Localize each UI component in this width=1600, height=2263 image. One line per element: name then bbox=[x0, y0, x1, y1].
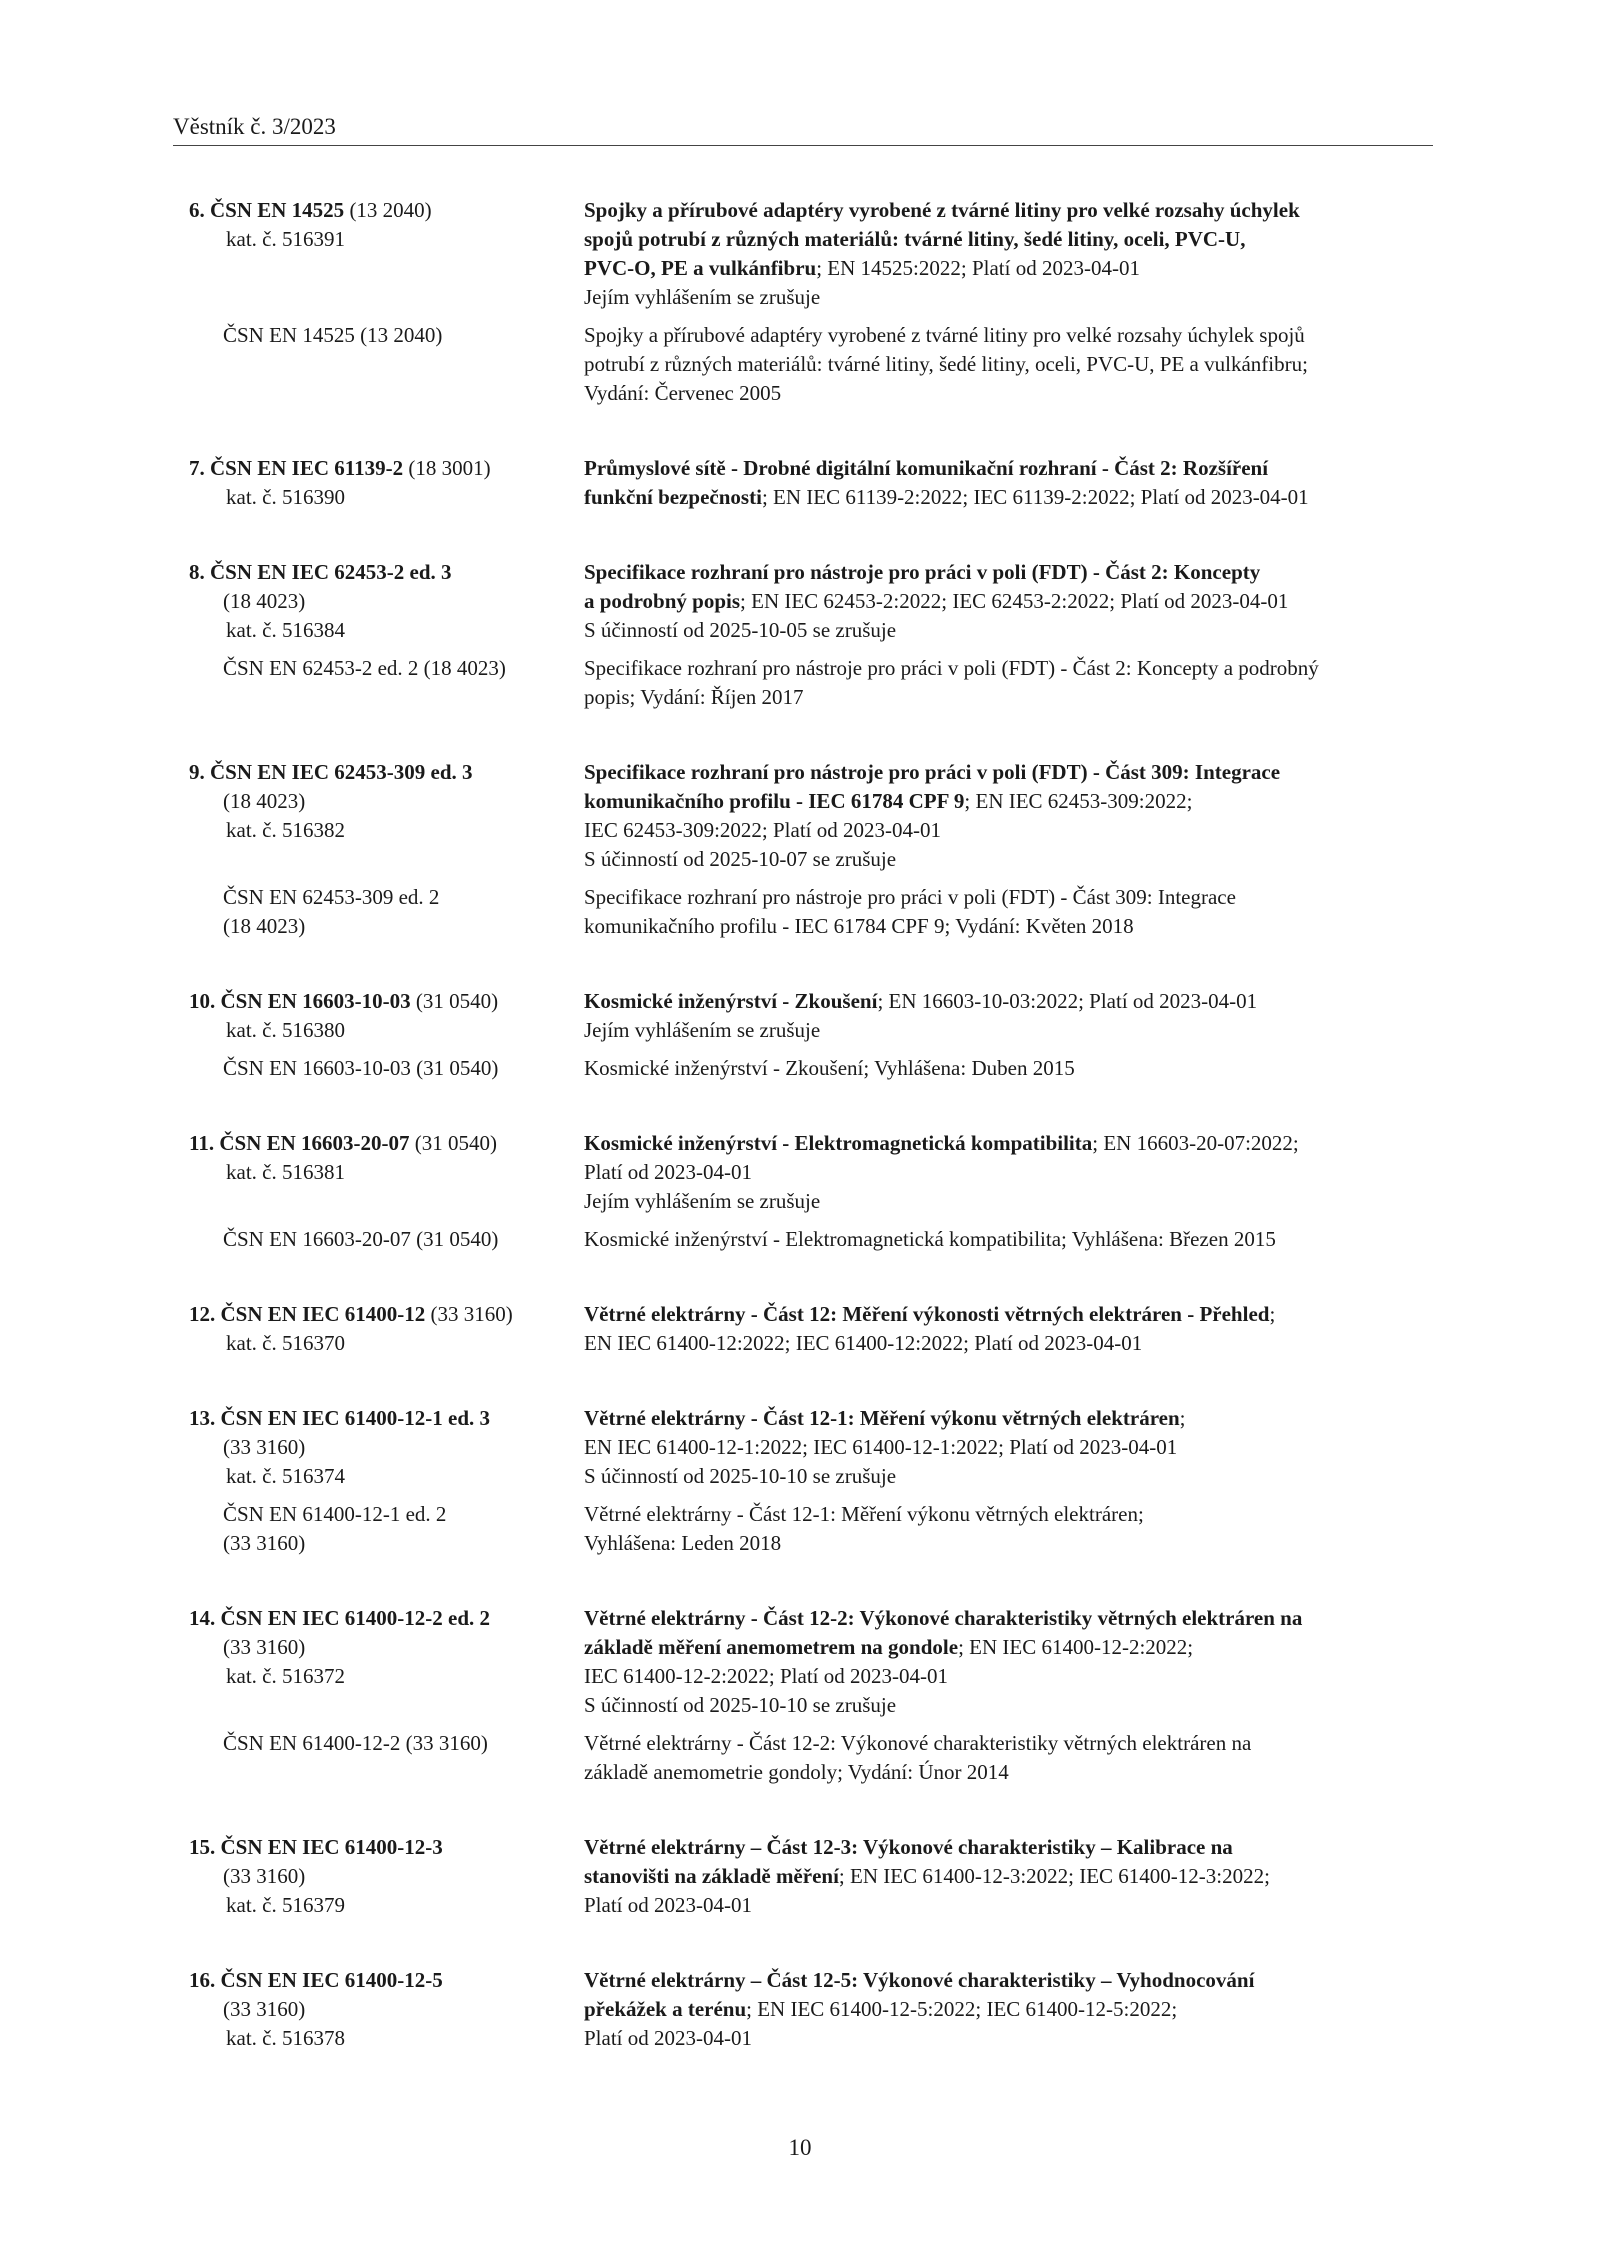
standard-entry-10 bbox=[189, 987, 1433, 1083]
cancellation-note: S účinností od 2025-10-05 se zrušuje bbox=[584, 618, 897, 642]
standard-code: 16. ČSN EN IEC 61400-12-5 (33 3160) kat. č. 516378 bbox=[189, 1968, 443, 2050]
standards-list bbox=[189, 196, 1433, 2099]
standard-entry-15 bbox=[189, 1833, 1433, 1920]
replaced-standard-description: Větrné elektrárny - Část 12-1: Měření výkonu větrných elektráren; Vyhlášena: Leden 2018 bbox=[584, 1502, 1144, 1555]
standard-entry-11 bbox=[189, 1129, 1433, 1254]
standard-code: 14. ČSN EN IEC 61400-12-2 ed. 2 (33 3160) kat. č. 516372 bbox=[189, 1606, 491, 1688]
standard-description: Průmyslové sítě - Drobné digitální komunikační rozhraní - Část 2: Rozšíření funkční bezpečnosti; EN IEC 61139-2:2022; IEC 61139-2:2022; Platí od 2023-04-01 bbox=[584, 456, 1309, 509]
replaced-standard-description: Specifikace rozhraní pro nástroje pro práci v poli (FDT) - Část 2: Koncepty a podrobný popis; Vydání: Říjen 2017 bbox=[584, 656, 1319, 709]
standard-entry-13 bbox=[189, 1404, 1433, 1558]
standard-code: 6. ČSN EN 14525 (13 2040) kat. č. 516391 bbox=[189, 198, 432, 251]
replaced-standard-code: ČSN EN 62453-2 ed. 2 (18 4023) bbox=[223, 656, 506, 680]
page-header: Věstník č. 3/2023 bbox=[173, 112, 1433, 146]
replaced-standard-code: ČSN EN 61400-12-2 (33 3160) bbox=[223, 1731, 488, 1755]
cancellation-note: S účinností od 2025-10-07 se zrušuje bbox=[584, 847, 897, 871]
standard-entry-14 bbox=[189, 1604, 1433, 1787]
standard-code: 15. ČSN EN IEC 61400-12-3 (33 3160) kat. č. 516379 bbox=[189, 1835, 443, 1917]
standard-entry-6 bbox=[189, 196, 1433, 408]
standard-code: 12. ČSN EN IEC 61400-12 (33 3160) kat. č. 516370 bbox=[189, 1302, 513, 1355]
standard-code: 13. ČSN EN IEC 61400-12-1 ed. 3 (33 3160) kat. č. 516374 bbox=[189, 1406, 491, 1488]
replaced-standard-description: Větrné elektrárny - Část 12-2: Výkonové charakteristiky větrných elektráren na základě anemometrie gondoly; Vydání: Únor 2014 bbox=[584, 1731, 1252, 1784]
standard-description: Větrné elektrárny - Část 12-2: Výkonové charakteristiky větrných elektráren na základě měření anemometrem na gondole; EN IEC 61400-12-2:2022; IEC 61400-12-2:2022; Platí od 2023-04-01 S účinností od 2025-10-10 se zrušuje bbox=[584, 1604, 1433, 1720]
replaced-standard-code: ČSN EN 14525 (13 2040) bbox=[223, 323, 443, 347]
cancellation-note: S účinností od 2025-10-10 se zrušuje bbox=[584, 1693, 897, 1717]
standard-entry-8 bbox=[189, 558, 1433, 712]
standard-description: Spojky a přírubové adaptéry vyrobené z tvárné litiny pro velké rozsahy úchylek spojů potrubí z různých materiálů: tvárné litiny, šedé litiny, oceli, PVC-U, PVC-O, PE a vulkánfibru; EN 14525:2022; Platí od 2023-04-01 Jejím vyhlášením se zrušuje bbox=[584, 196, 1433, 312]
cancellation-note: S účinností od 2025-10-10 se zrušuje bbox=[584, 1464, 897, 1488]
cancellation-note: Jejím vyhlášením se zrušuje bbox=[584, 285, 821, 309]
replaced-standard-code: ČSN EN 61400-12-1 ed. 2 (33 3160) bbox=[223, 1502, 447, 1555]
cancellation-note: Jejím vyhlášením se zrušuje bbox=[584, 1018, 821, 1042]
standard-description: Větrné elektrárny – Část 12-3: Výkonové charakteristiky – Kalibrace na stanovišti na základě měření; EN IEC 61400-12-3:2022; IEC 61400-12-3:2022; Platí od 2023-04-01 bbox=[584, 1835, 1270, 1917]
replaced-standard-code: ČSN EN 62453-309 ed. 2 (18 4023) bbox=[223, 885, 440, 938]
standard-code: 9. ČSN EN IEC 62453-309 ed. 3 (18 4023) kat. č. 516382 bbox=[189, 760, 473, 842]
standard-entry-12 bbox=[189, 1300, 1433, 1358]
standard-description: Kosmické inženýrství - Elektromagnetická kompatibilita; EN 16603-20-07:2022; Platí od 2023-04-01 Jejím vyhlášením se zrušuje bbox=[584, 1129, 1433, 1216]
standard-entry-9 bbox=[189, 758, 1433, 941]
cancellation-note: Jejím vyhlášením se zrušuje bbox=[584, 1189, 821, 1213]
standard-description: Specifikace rozhraní pro nástroje pro práci v poli (FDT) - Část 309: Integrace komunikačního profilu - IEC 61784 CPF 9; EN IEC 62453-309:2022; IEC 62453-309:2022; Platí od 2023-04-01 S účinností od 2025-10-07 se zrušuje bbox=[584, 758, 1433, 874]
replaced-standard-code: ČSN EN 16603-10-03 (31 0540) bbox=[223, 1056, 499, 1080]
standard-description: Větrné elektrárny - Část 12-1: Měření výkonu větrných elektráren; EN IEC 61400-12-1:2022; IEC 61400-12-1:2022; Platí od 2023-04-01 S účinností od 2025-10-10 se zrušuje bbox=[584, 1404, 1433, 1491]
standard-code: 8. ČSN EN IEC 62453-2 ed. 3 (18 4023) kat. č. 516384 bbox=[189, 560, 452, 642]
standard-description: Specifikace rozhraní pro nástroje pro práci v poli (FDT) - Část 2: Koncepty a podrobný popis; EN IEC 62453-2:2022; IEC 62453-2:2022; Platí od 2023-04-01 S účinností od 2025-10-05 se zrušuje bbox=[584, 558, 1433, 645]
standard-code: 10. ČSN EN 16603-10-03 (31 0540) kat. č. 516380 bbox=[189, 989, 499, 1042]
standard-description: Větrné elektrárny – Část 12-5: Výkonové charakteristiky – Vyhodnocování překážek a terénu; EN IEC 61400-12-5:2022; IEC 61400-12-5:2022; Platí od 2023-04-01 bbox=[584, 1968, 1255, 2050]
standard-code: 11. ČSN EN 16603-20-07 (31 0540) kat. č. 516381 bbox=[189, 1131, 498, 1184]
replaced-standard-description: Kosmické inženýrství - Elektromagnetická kompatibilita; Vyhlášena: Březen 2015 bbox=[584, 1227, 1276, 1251]
standard-code: 7. ČSN EN IEC 61139-2 (18 3001) kat. č. 516390 bbox=[189, 456, 491, 509]
standard-description: Kosmické inženýrství - Zkoušení; EN 16603-10-03:2022; Platí od 2023-04-01 Jejím vyhlášením se zrušuje bbox=[584, 987, 1433, 1045]
standard-entry-16 bbox=[189, 1966, 1433, 2053]
replaced-standard-description: Spojky a přírubové adaptéry vyrobené z tvárné litiny pro velké rozsahy úchylek spojů potrubí z různých materiálů: tvárné litiny, šedé litiny, oceli, PVC-U, PE a vulkánfibru; Vydání: Červenec 2005 bbox=[584, 323, 1308, 405]
replaced-standard-description: Kosmické inženýrství - Zkoušení; Vyhlášena: Duben 2015 bbox=[584, 1056, 1075, 1080]
standard-description: Větrné elektrárny - Část 12: Měření výkonosti větrných elektráren - Přehled; EN IEC 61400-12:2022; IEC 61400-12:2022; Platí od 2023-04-01 bbox=[584, 1302, 1276, 1355]
standard-entry-7 bbox=[189, 454, 1433, 512]
replaced-standard-description: Specifikace rozhraní pro nástroje pro práci v poli (FDT) - Část 309: Integrace komunikačního profilu - IEC 61784 CPF 9; Vydání: Květen 2018 bbox=[584, 885, 1236, 938]
page-number: 10 bbox=[788, 2135, 812, 2160]
replaced-standard-code: ČSN EN 16603-20-07 (31 0540) bbox=[223, 1227, 499, 1251]
